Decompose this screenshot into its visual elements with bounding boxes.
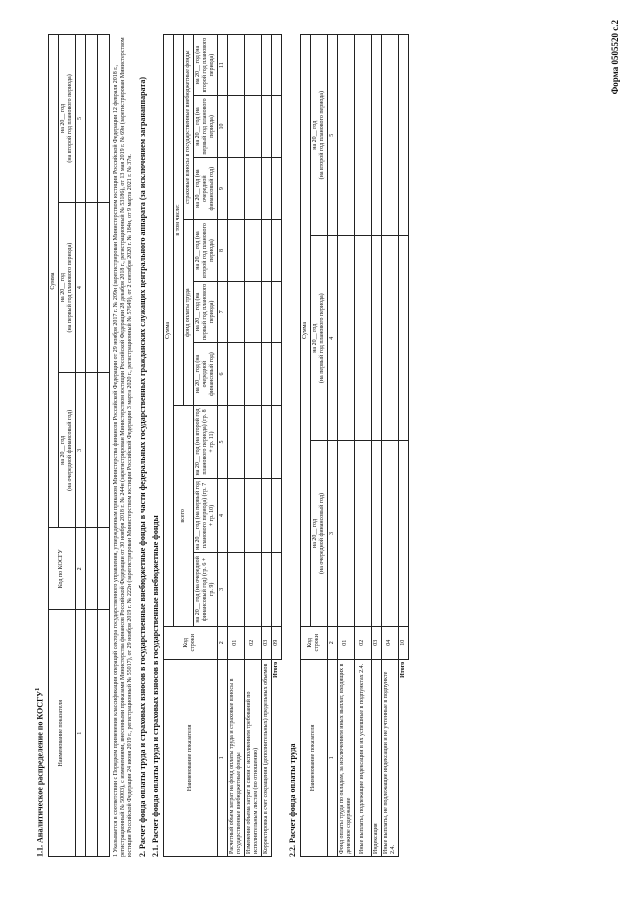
- header-sum: Сумма: [48, 35, 58, 528]
- col-number: 3: [75, 373, 85, 528]
- col-number: 10: [217, 96, 227, 158]
- total-label: Итого: [398, 659, 408, 856]
- header-name: Наименование показателя: [48, 610, 75, 857]
- header-col-3: на 20__ год (на очередной финансовый год) (гр. 6 + гр. 9): [193, 552, 217, 626]
- header-insurance: страховые взносы в государственные внебюджетные фонды: [183, 35, 193, 220]
- col-number: 4: [217, 479, 227, 553]
- col-number: 1: [75, 610, 85, 857]
- header-name: Наименование показателя: [163, 659, 217, 856]
- table-row: [85, 35, 97, 857]
- row-name: Фонд оплаты труда по окладам, за исключением иных выплат, входящих в денежное содержание: [337, 659, 354, 856]
- table-1-1: [48, 34, 110, 857]
- table-row: [371, 35, 381, 857]
- header-col-8: на 20__ год (на второй год планового периода): [193, 220, 217, 281]
- total-row: [271, 35, 281, 857]
- col-number: 8: [217, 220, 227, 281]
- header-total: всего: [173, 405, 193, 626]
- header-kosgu: Код по КОСГУ: [48, 528, 75, 610]
- header-code: Код строки: [163, 626, 217, 659]
- col-number: 9: [217, 157, 227, 220]
- row-name: Иные выплаты, не подлежащие индексации и не учтенные в подпункте 2.4.: [381, 659, 398, 856]
- section-2-1-title: 2.1. Расчет фонда оплаты труда и страховых взносов в государственные внебюджетные фонды: [150, 515, 160, 857]
- col-number: 3: [217, 552, 227, 626]
- col-number: 5: [327, 35, 337, 236]
- table-2-1: [163, 34, 282, 857]
- col-number: 6: [217, 343, 227, 406]
- row-code: 02: [354, 626, 371, 659]
- total-code: 10: [398, 626, 408, 659]
- header-sum: Сумма: [163, 35, 173, 627]
- col-number: 1: [217, 659, 227, 856]
- header-year-3: на 20__ год (на второй год планового периода): [58, 35, 75, 203]
- table-row: [261, 35, 271, 857]
- section-1-1-title: 1.1. Аналитическое распределение по КОСГУ$^1$: [34, 687, 45, 857]
- table-row: [244, 35, 261, 857]
- total-row: [398, 35, 408, 857]
- header-col-11: на 20__ год (на второй год планового периода): [193, 35, 217, 96]
- header-col-5: на 20__ год (на второй год планового периода) (гр. 8 + гр. 11): [193, 405, 217, 478]
- table-2-2: [300, 34, 409, 857]
- header-sum: Сумма: [300, 35, 310, 627]
- header-year-1: на 20__ год (на очередной финансовый год): [310, 441, 327, 627]
- col-number: 11: [217, 35, 227, 96]
- row-code: 03: [261, 626, 271, 659]
- header-col-4: на 20__ год (на первый год планового периода) (гр. 7 + гр. 10): [193, 479, 217, 553]
- row-name: Корректировка в счет сокращения (дополнительных) предельных объемов: [261, 659, 271, 856]
- col-number: 4: [75, 202, 85, 373]
- header-col-6: на 20__ год (на очередной финансовый год): [193, 343, 217, 406]
- row-code: 02: [244, 626, 261, 659]
- header-year-2: на 20__ год (на первый год планового периода): [58, 202, 75, 373]
- col-number: 5: [75, 35, 85, 203]
- table-row: [354, 35, 371, 857]
- table-row: [337, 35, 354, 857]
- col-number: 4: [327, 236, 337, 441]
- col-number: 3: [327, 441, 337, 627]
- form-code: Форма 0505520 с.2: [610, 20, 620, 95]
- header-col-9: на 20__ год (на очередной финансовый год): [193, 157, 217, 220]
- total-code: 09: [271, 626, 281, 659]
- row-code: 01: [337, 626, 354, 659]
- row-name: Расчетный объем затрат на фонд оплаты труда и страховые взносы в государственные внебюджетные фонды: [227, 659, 244, 856]
- header-year-2: на 20__ год (на первый год планового периода): [310, 236, 327, 441]
- row-code: 01: [227, 626, 244, 659]
- row-name: Иные выплаты, подлежащие индексации в их успешные в подпунктах 2.4.: [354, 659, 371, 856]
- row-code: 04: [381, 626, 398, 659]
- header-col-10: на 20__ год (на первый год планового периода): [193, 96, 217, 158]
- row-name: Индексация: [371, 659, 381, 856]
- section-2-2-title: 2.2. Расчет фонда оплаты труда: [287, 743, 297, 857]
- col-number: 1: [327, 659, 337, 856]
- header-name: Наименование показателя: [300, 659, 327, 856]
- header-including: в том числе:: [173, 35, 183, 406]
- header-code: Код строки: [300, 626, 327, 659]
- col-number: 2: [217, 626, 227, 659]
- table-row: [97, 35, 109, 857]
- col-number: 7: [217, 281, 227, 343]
- header-col-7: на 20__ год (на первый год планового периода): [193, 281, 217, 343]
- table-row: [381, 35, 398, 857]
- row-code: 03: [371, 626, 381, 659]
- col-number: 2: [75, 528, 85, 610]
- table-row: [227, 35, 244, 857]
- col-number: 5: [217, 405, 227, 478]
- header-year-3: на 20__ год (на второй год планового периода): [310, 35, 327, 236]
- col-number: 2: [327, 626, 337, 659]
- total-label: Итого: [271, 659, 281, 856]
- section-2-title: 2. Расчет фонда оплаты труда и страховых взносов в государственные внебюджетные фонды в части федеральных государственных гражданских служащих центрального аппарата (за исключением загранаппарата): [137, 76, 147, 857]
- footnote: 1 Указывается в соответствии с Порядком применения классификации операций сектора государственного управления, утвержденным приказом Министерства финансов Российской Федерации от 29 ноября 2017 г. № 209н (зарегистрирован Министерством юстиции Российской Федерации 12 февраля 2018 г., регистрационный № 50003), с изменениями, внесенными приказами Министерства финансов Российской Федерации от 30 ноября 2018 г. № 244н (зарегистрирован Министерством юстиции Российской Федерации 28 декабря 2018 г., регистрационный № 53186), от 13 мая 2019 г. № 69н (зарегистрирован Министерством юстиции Российской Федерации 24 июня 2019 г., регистрационный № 55017), от 29 ноября 2019 г. № 222н (зарегистрирован Министерством юстиции Российской Федерации 3 марта 2020 г., регистрационный № 57649), от 2 сентября 2020 г. № 184н, от 9 марта 2021 г. № 37н.: [112, 37, 133, 857]
- header-fot: фонд оплаты труда: [183, 220, 193, 405]
- row-name: Изменение объема затрат в связи с исполнением требований по исполнительным листам (по отношению): [244, 659, 261, 856]
- header-year-1: на 20__ год (на очередной финансовый год): [58, 373, 75, 528]
